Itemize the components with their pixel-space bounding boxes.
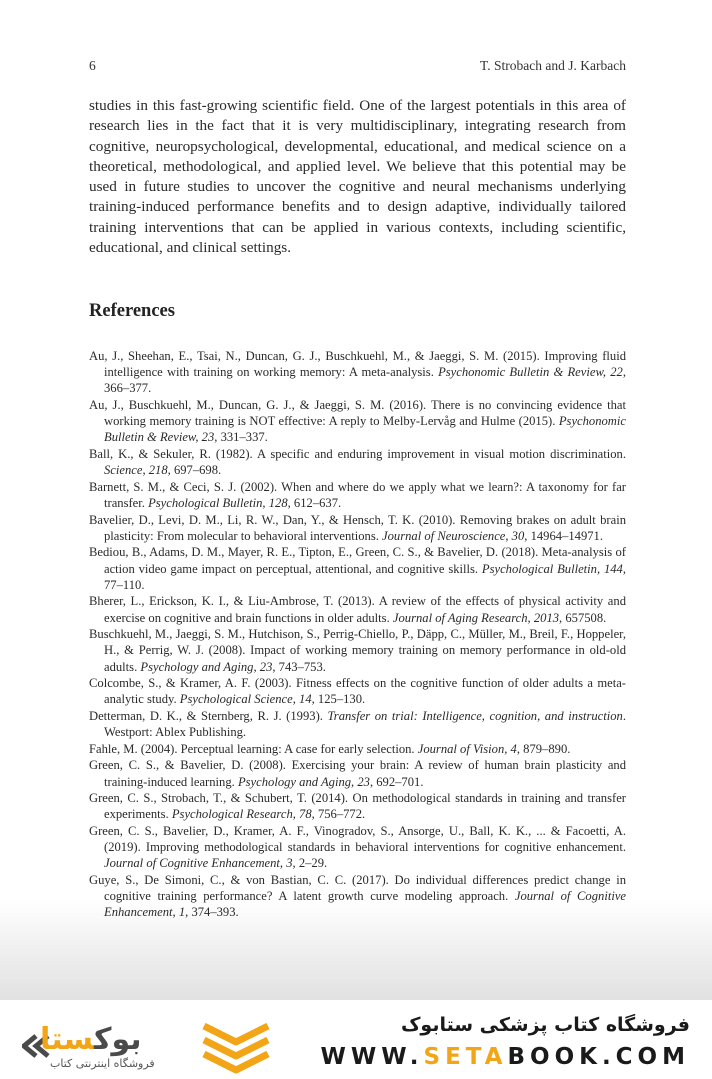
reference-item — [89, 872, 626, 921]
reference-item — [89, 823, 626, 872]
running-header — [89, 58, 626, 74]
logo-wordmark: بوکستا — [40, 1022, 142, 1057]
reference-pages: , 657508. — [559, 610, 607, 625]
reference-text: Bherer, L., Erickson, K. I., & Liu-Ambrose, T. (2013). A review of the effects of physical activity and exercise on cognitive and brain functions in older adults. — [89, 594, 626, 625]
reference-pages: , 879–890. — [516, 741, 571, 756]
reference-pages: , 366–377. — [104, 365, 627, 396]
reference-text: Buschkuehl, M., Jaeggi, S. M., Hutchison, S., Perrig-Chiello, P., Däpp, C., Müller, M., Breil, F., Hoppeler, H., & Perrig, W. J. (2008). Impact of working memory training on memory performance in old-old adults. — [89, 627, 626, 674]
reference-item — [89, 708, 626, 740]
references-heading: References — [89, 301, 175, 321]
reference-source: Psychology and Aging, 23 — [140, 659, 273, 674]
reference-source: Science, 218 — [104, 463, 168, 478]
reference-pages: , 697–698. — [167, 463, 222, 478]
reference-source: Journal of Aging Research, 2013 — [392, 610, 560, 625]
reference-source: Psychological Bulletin, 128 — [148, 496, 288, 510]
store-name: فروشگاه کتاب پزشکی ستابوک — [400, 1014, 690, 1036]
reference-text: Colcombe, S., & Kramer, A. F. (2003). Fitness effects on the cognitive function of older adults a meta-analytic study. — [89, 676, 626, 707]
publisher-footer — [0, 1000, 712, 1079]
reference-pages: , 14964–14971. — [524, 528, 603, 543]
reference-pages: , 2–29. — [292, 856, 328, 871]
reference-item — [89, 757, 626, 789]
references-list — [89, 348, 626, 921]
reference-item — [89, 593, 626, 625]
reference-source: Psychological Science, 14 — [179, 692, 312, 707]
reference-text: Green, C. S., & Bavelier, D. (2008). Exercising your brain: A review of human brain plasticity and training-induced learning. — [89, 758, 626, 789]
reference-pages: , 612–637. — [287, 496, 342, 510]
reference-pages: , 692–701. — [369, 774, 424, 789]
reference-source: Psychology and Aging, 23 — [237, 774, 370, 789]
reference-source: Psychonomic Bulletin & Review, 22 — [438, 365, 623, 380]
reference-text: Guye, S., De Simoni, C., & von Bastian, C. C. (2017). Do individual differences predict change in cognitive training performance? A latent growth curve modeling approach. — [89, 872, 626, 904]
body-paragraph: studies in this fast-growing scientific field. One of the largest potentials in this area of research lies in the fact that it is very multidisciplinary, integrating research from cognitive, neuropsychological, developmental, educational, and medical science on a theoretical, methodological, and applied level. We believe that this potential may be used in future studies to uncover the cognitive and neural mechanisms underlying training-induced performance benefits and to design adaptive, individually tailored training interventions that can be applied in various contexts, including scientific, educational, and clinical settings. — [89, 97, 626, 257]
reference-text: Bediou, B., Adams, D. M., Mayer, R. E., Tipton, E., Green, C. S., & Bavelier, D. (2018). Meta-analysis of action video game impact on perceptual, attentional, and cognitive skills. — [89, 545, 626, 576]
reference-item — [89, 544, 626, 593]
page-number: 6 — [89, 58, 96, 73]
reference-item — [89, 790, 626, 822]
reference-text: Green, C. S., Bavelier, D., Kramer, A. F., Vinogradov, S., Ansorge, U., Ball, K. K., ... & Facoetti, A. (2019). Improving methodological standards in behavioral interventions for cognitive enhancement. — [89, 823, 626, 855]
reference-text: Au, J., Sheehan, E., Tsai, N., Duncan, G. J., Buschkuehl, M., & Jaeggi, S. M. (2015). Improving fluid intelligence with training on working memory: A meta-analysis. — [89, 349, 626, 380]
reference-text: Bavelier, D., Levi, D. M., Li, R. W., Dan, Y., & Hensch, T. K. (2010). Removing brakes on adult brain plasticity: From molecular to behavioral interventions. — [89, 512, 626, 543]
logo-subtitle: فروشگاه اینترنتی کتاب — [50, 1057, 155, 1070]
reference-source: Journal of Vision, 4 — [417, 741, 517, 756]
reference-item — [89, 397, 626, 446]
reference-pages: . Westport: Ablex Publishing. — [104, 708, 626, 740]
reference-pages: , 125–130. — [311, 692, 366, 707]
reference-source: Psychological Bulletin, 144 — [481, 561, 623, 576]
reference-pages: , 374–393. — [185, 905, 239, 920]
store-url: WWW.SETABOOK.COM — [320, 1044, 690, 1070]
reference-item — [89, 446, 626, 478]
reference-pages: , 77–110. — [104, 561, 626, 592]
reference-item — [89, 512, 626, 544]
running-head-authors: T. Strobach and J. Karbach — [480, 58, 626, 73]
reference-item — [89, 348, 626, 397]
reference-item — [89, 626, 626, 675]
reference-text: Detterman, D. K., & Sternberg, R. J. (1993). — [89, 708, 328, 723]
reference-item — [89, 479, 626, 511]
reference-text: Fahle, M. (2004). Perceptual learning: A case for early selection. — [89, 741, 418, 756]
reference-source: Transfer on trial: Intelligence, cognition, and instruction — [327, 708, 623, 723]
reference-text: Barnett, S. M., & Ceci, S. J. (2002). When and where do we apply what we learn?: A taxonomy for far transfer. — [89, 479, 626, 510]
reference-item — [89, 675, 626, 707]
reference-item — [89, 741, 626, 757]
reference-pages: , 743–753. — [272, 659, 326, 674]
reference-source: Journal of Cognitive Enhancement, 3 — [104, 856, 293, 871]
reference-pages: , 331–337. — [214, 430, 268, 445]
reference-source: Journal of Cognitive Enhancement, 1 — [104, 889, 626, 920]
reference-source: Journal of Neuroscience, 30 — [382, 528, 525, 543]
reference-text: Au, J., Buschkuehl, M., Duncan, G. J., & Jaeggi, S. M. (2016). There is no convincing evidence that working memory training is NOT effective: A reply to Melby-Lervåg and Hulme (2015). — [89, 398, 626, 429]
reference-pages: , 756–772. — [311, 807, 366, 822]
reference-text: Green, C. S., Strobach, T., & Schubert, T. (2014). On methodological standards in training and transfer experiments. — [89, 791, 626, 822]
reference-source: Psychological Research, 78 — [171, 807, 312, 822]
reference-source: Psychonomic Bulletin & Review, 23 — [104, 414, 626, 445]
reference-text: Ball, K., & Sekuler, R. (1982). A specific and enduring improvement in visual motion discrimination. — [89, 447, 626, 461]
